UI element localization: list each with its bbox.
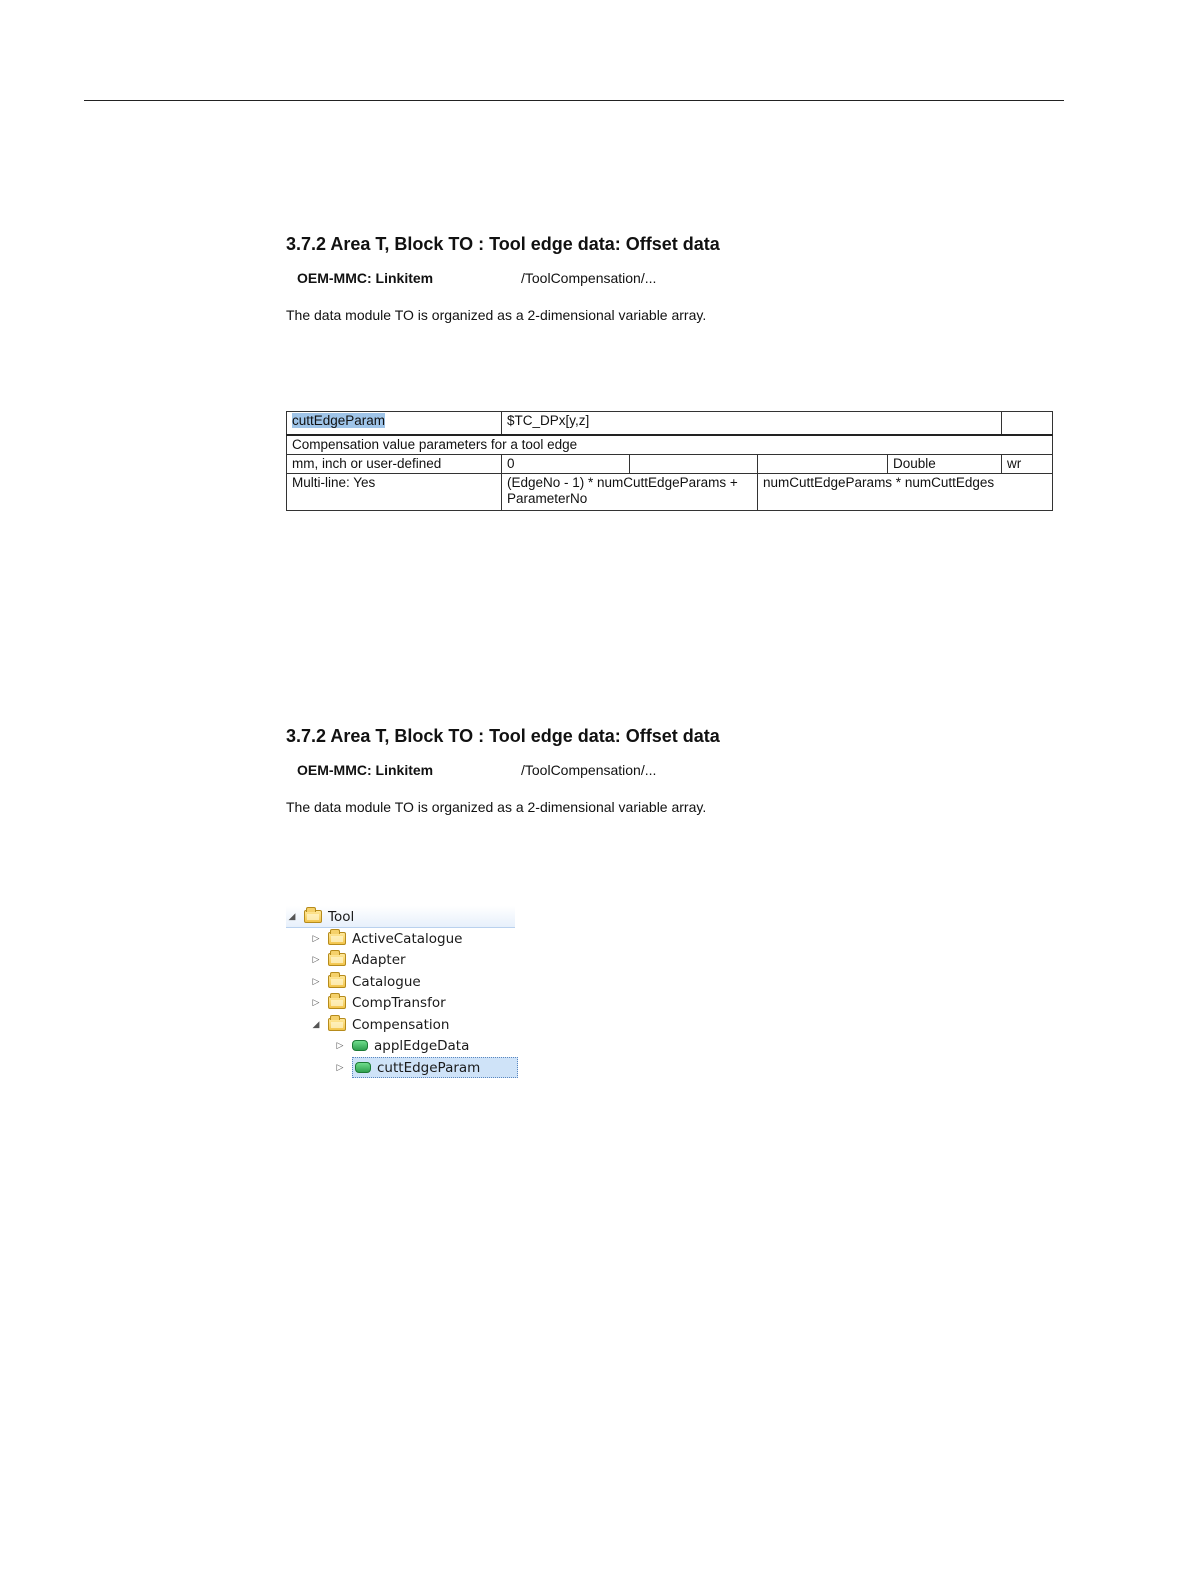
oem-path: /ToolCompensation/... — [521, 270, 657, 286]
folder-icon — [328, 1018, 346, 1031]
section-title: 3.7.2 Area T, Block TO : Tool edge data: Offset data — [286, 234, 720, 254]
tree-node-tool[interactable]: ◢ Tool — [286, 906, 515, 928]
empty-cell — [630, 455, 758, 474]
collapsed-arrow-icon[interactable]: ▷ — [312, 933, 320, 944]
expanded-arrow-icon[interactable]: ◢ — [288, 911, 296, 922]
section-description: The data module TO is organized as a 2-dimensional variable array. — [286, 307, 707, 323]
tree-node-compensation[interactable]: ◢ Compensation — [310, 1014, 449, 1035]
oem-label: OEM-MMC: Linkitem — [297, 270, 434, 286]
data-node-icon — [352, 1040, 368, 1051]
data-node-icon — [355, 1062, 371, 1073]
oem-label: OEM-MMC: Linkitem — [297, 762, 434, 778]
collapsed-arrow-icon[interactable]: ▷ — [336, 1040, 344, 1051]
folder-icon — [328, 932, 346, 945]
tree-node-adapter[interactable]: ▷ Adapter — [310, 949, 406, 970]
tree-node-cuttedgeparam[interactable] — [334, 1057, 518, 1078]
expanded-arrow-icon[interactable]: ◢ — [312, 1019, 320, 1030]
collapsed-arrow-icon[interactable]: ▷ — [336, 1062, 344, 1073]
page-top-rule — [84, 100, 1064, 101]
collapsed-arrow-icon[interactable]: ▷ — [312, 997, 320, 1008]
param-type: Double — [888, 455, 1002, 474]
tree-node-appledgedata[interactable]: ▷ applEdgeData — [334, 1035, 469, 1056]
tree-node-catalogue[interactable]: ▷ Catalogue — [310, 971, 421, 992]
collapsed-arrow-icon[interactable]: ▷ — [312, 954, 320, 965]
tree-node-comptransfor[interactable]: ▷ CompTransfor — [310, 992, 446, 1013]
selected-node-highlight: cuttEdgeParam — [352, 1057, 518, 1078]
param-unit: mm, inch or user-defined — [287, 455, 502, 474]
tree-node-activecatalogue[interactable]: ▷ ActiveCatalogue — [310, 928, 462, 949]
param-variable: $TC_DPx[y,z] — [502, 412, 1002, 436]
folder-icon — [304, 910, 322, 923]
param-multiline: Multi-line: Yes — [287, 474, 502, 511]
param-name-cell — [287, 412, 502, 436]
empty-cell — [1002, 412, 1053, 436]
folder-icon — [328, 996, 346, 1009]
parameter-table — [286, 411, 1053, 511]
empty-cell — [758, 455, 888, 474]
param-access: wr — [1002, 455, 1053, 474]
section-description: The data module TO is organized as a 2-dimensional variable array. — [286, 799, 707, 815]
section-title: 3.7.2 Area T, Block TO : Tool edge data: Offset data — [286, 726, 720, 746]
param-default: 0 — [502, 455, 630, 474]
param-count-formula: numCuttEdgeParams * numCuttEdges — [758, 474, 1053, 511]
param-name[interactable]: cuttEdgeParam — [292, 413, 386, 428]
param-index-formula: (EdgeNo - 1) * numCuttEdgeParams + ParameterNo — [502, 474, 758, 511]
param-description: Compensation value parameters for a tool edge — [287, 435, 1053, 455]
folder-icon — [328, 953, 346, 966]
folder-icon — [328, 975, 346, 988]
oem-path: /ToolCompensation/... — [521, 762, 657, 778]
collapsed-arrow-icon[interactable]: ▷ — [312, 976, 320, 987]
